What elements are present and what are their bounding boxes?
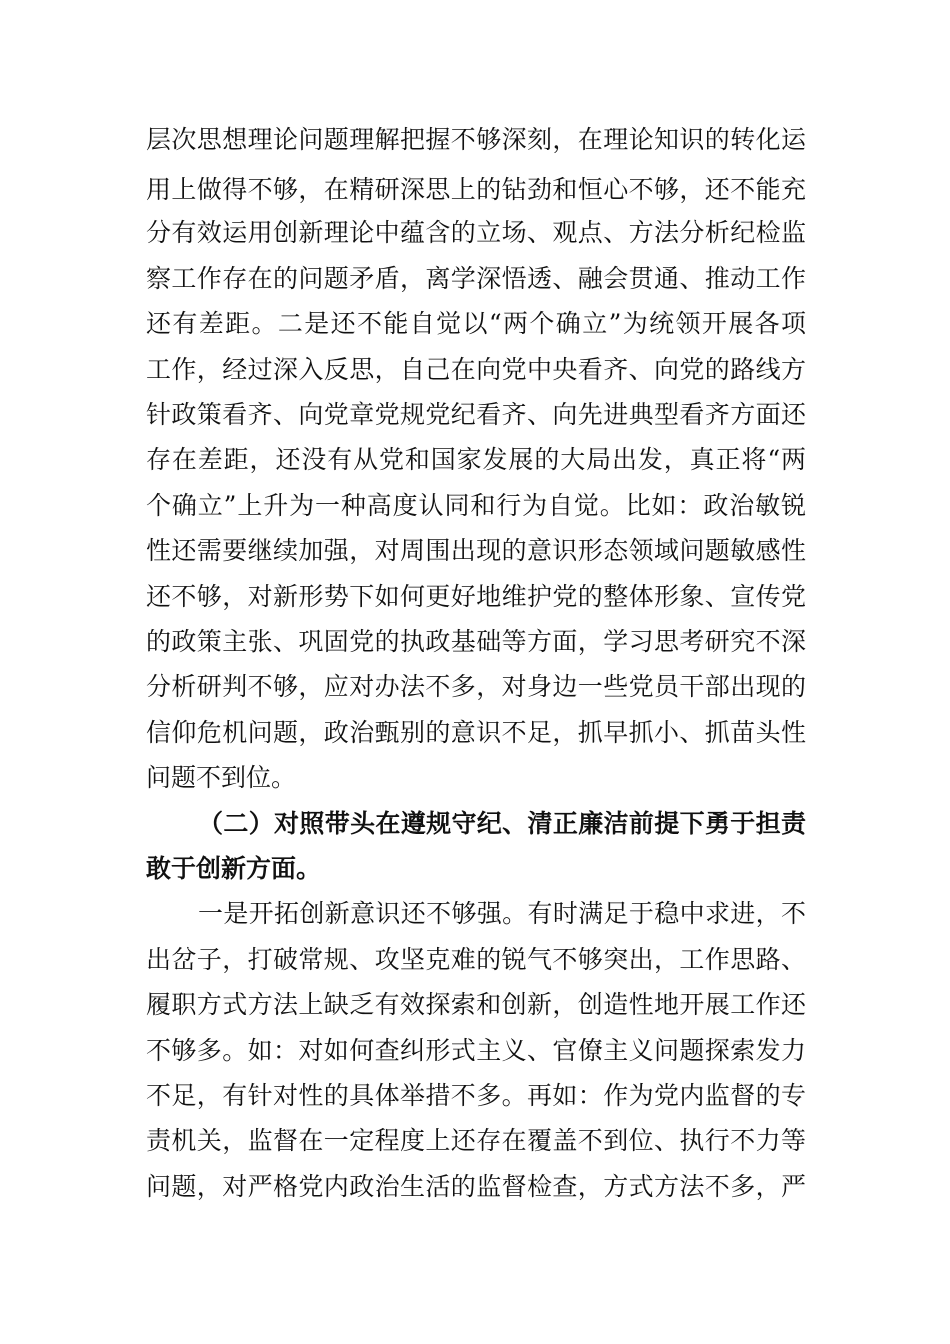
paragraph-line: 性还需要继续加强，对周围出现的意识形态领域问题敏感性 bbox=[146, 536, 806, 565]
paragraph-line: 一是开拓创新意识还不够强。有时满足于稳中求进，不 bbox=[198, 899, 806, 928]
paragraph-line: 分析研判不够，应对办法不多，对身边一些党员干部出现的 bbox=[146, 672, 806, 701]
paragraph-line: 层次思想理论问题理解把握不够深刻，在理论知识的转化运 bbox=[146, 125, 806, 154]
section-heading: 敢于创新方面。 bbox=[146, 854, 322, 883]
paragraph-line: 信仰危机问题，政治甄别的意识不足，抓早抓小、抓苗头性 bbox=[146, 718, 806, 747]
paragraph-line: 针政策看齐、向党章党规党纪看齐、向先进典型看齐方面还 bbox=[146, 400, 806, 429]
section-heading: （二）对照带头在遵规守纪、清正廉洁前提下勇于担责 bbox=[198, 809, 806, 838]
paragraph-line: 个确立”上升为一种高度认同和行为自觉。比如：政治敏锐 bbox=[146, 491, 806, 520]
paragraph-line: 问题不到位。 bbox=[146, 763, 297, 792]
paragraph-line: 存在差距，还没有从党和国家发展的大局出发，真正将“两 bbox=[146, 445, 806, 474]
paragraph-line: 问题，对严格党内政治生活的监督检查，方式方法不多，严 bbox=[146, 1172, 806, 1201]
paragraph-line: 用上做得不够，在精研深思上的钻劲和恒心不够，还不能充 bbox=[146, 175, 806, 204]
paragraph-line: 不够多。如：对如何查纠形式主义、官僚主义问题探索发力 bbox=[146, 1036, 806, 1065]
paragraph-line: 责机关，监督在一定程度上还存在覆盖不到位、执行不力等 bbox=[146, 1126, 806, 1155]
paragraph-line: 分有效运用创新理论中蕴含的立场、观点、方法分析纪检监 bbox=[146, 218, 806, 247]
paragraph-line: 不足，有针对性的具体举措不多。再如：作为党内监督的专 bbox=[146, 1081, 806, 1110]
paragraph-line: 还有差距。二是还不能自觉以“两个确立”为统领开展各项 bbox=[146, 309, 806, 338]
paragraph-line: 工作，经过深入反思，自己在向党中央看齐、向党的路线方 bbox=[146, 355, 806, 384]
paragraph-line: 出岔子，打破常规、攻坚克难的锐气不够突出，工作思路、 bbox=[146, 945, 806, 974]
paragraph-line: 察工作存在的问题矛盾，离学深悟透、融会贯通、推动工作 bbox=[146, 264, 806, 293]
paragraph-line: 还不够，对新形势下如何更好地维护党的整体形象、宣传党 bbox=[146, 582, 806, 611]
paragraph-line: 履职方式方法上缺乏有效探索和创新，创造性地开展工作还 bbox=[146, 990, 806, 1019]
paragraph-line: 的政策主张、巩固党的执政基础等方面，学习思考研究不深 bbox=[146, 627, 806, 656]
